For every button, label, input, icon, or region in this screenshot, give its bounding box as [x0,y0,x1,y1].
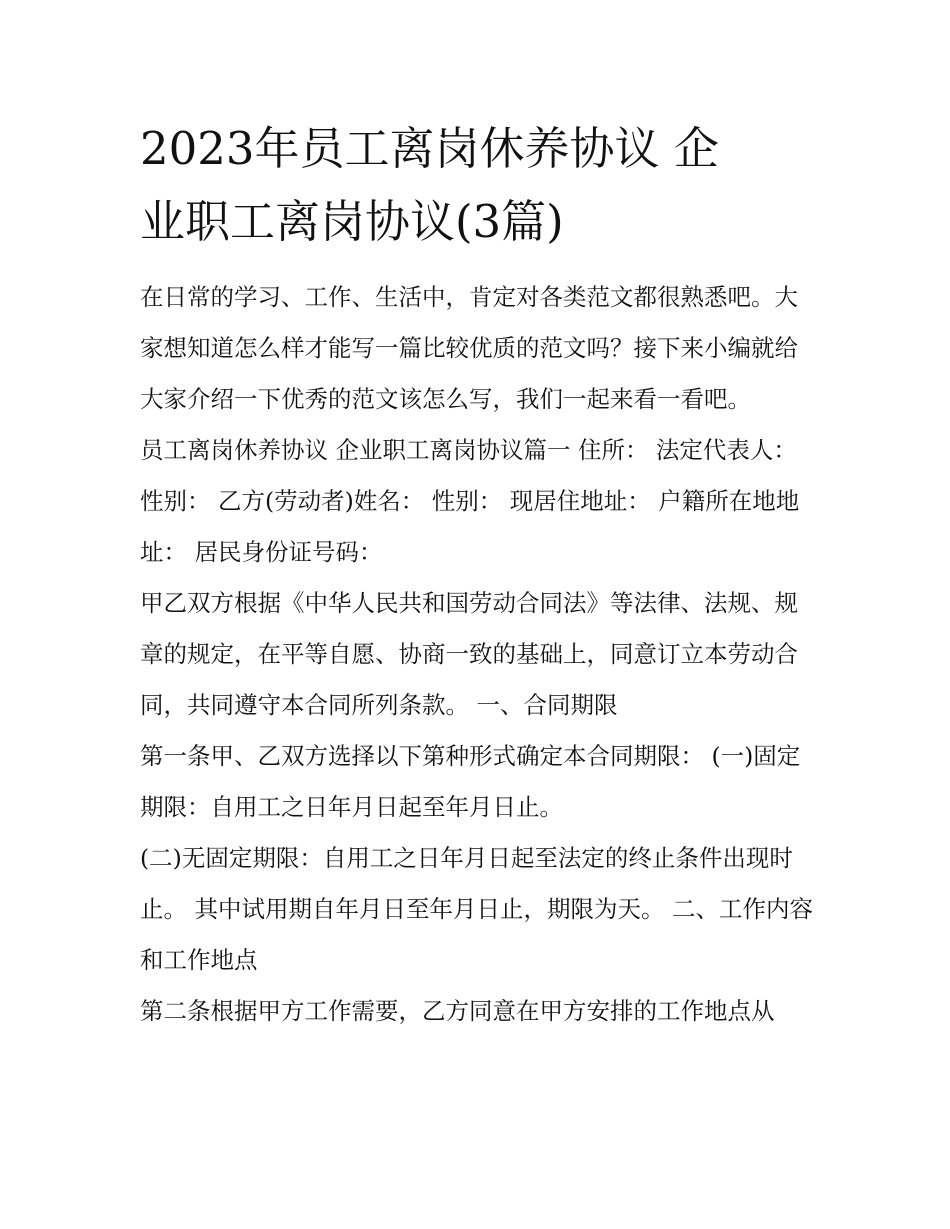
title-line-1: 2023年员工离岗休养协议 企 [140,122,719,175]
paragraph-preamble: 甲乙双方根据《中华人民共和国劳动合同法》等法律、法规、规章的规定，在平等自愿、协商一致的基础上，同意订立本劳动合同，共同遵守本合同所列条款。 一、合同期限 [140,589,798,719]
paragraph-intro: 在日常的学习、工作、生活中，肯定对各类范文都很熟悉吧。大家想知道怎么样才能写一篇比较优质的范文吗？接下来小编就给大家介绍一下优秀的范文该怎么写，我们一起来看一看吧。 [140,283,798,413]
paragraph-parties: 员工离岗休养协议 企业职工离岗协议篇一 住所： 法定代表人： 性别： 乙方(劳动者)姓名： 性别： 现居住地址： 户籍所在地地址： 居民身份证号码： [140,436,800,566]
paragraph-article-1-cont: (二)无固定期限：自用工之日年月日起至法定的终止条件出现时止。 其中试用期自年月日至年月日止，期限为天。 二、工作内容和工作地点 [140,844,813,974]
document-title [140,112,815,258]
document-page [140,112,815,1037]
title-line-2: 业职工离岗协议(3篇) [140,195,564,248]
paragraph-article-1: 第一条甲、乙双方选择以下第种形式确定本合同期限： (一)固定期限：自用工之日年月日起至年月日止。 [140,742,801,821]
paragraph-article-2: 第二条根据甲方工作需要，乙方同意在甲方安排的工作地点从 [140,997,775,1025]
